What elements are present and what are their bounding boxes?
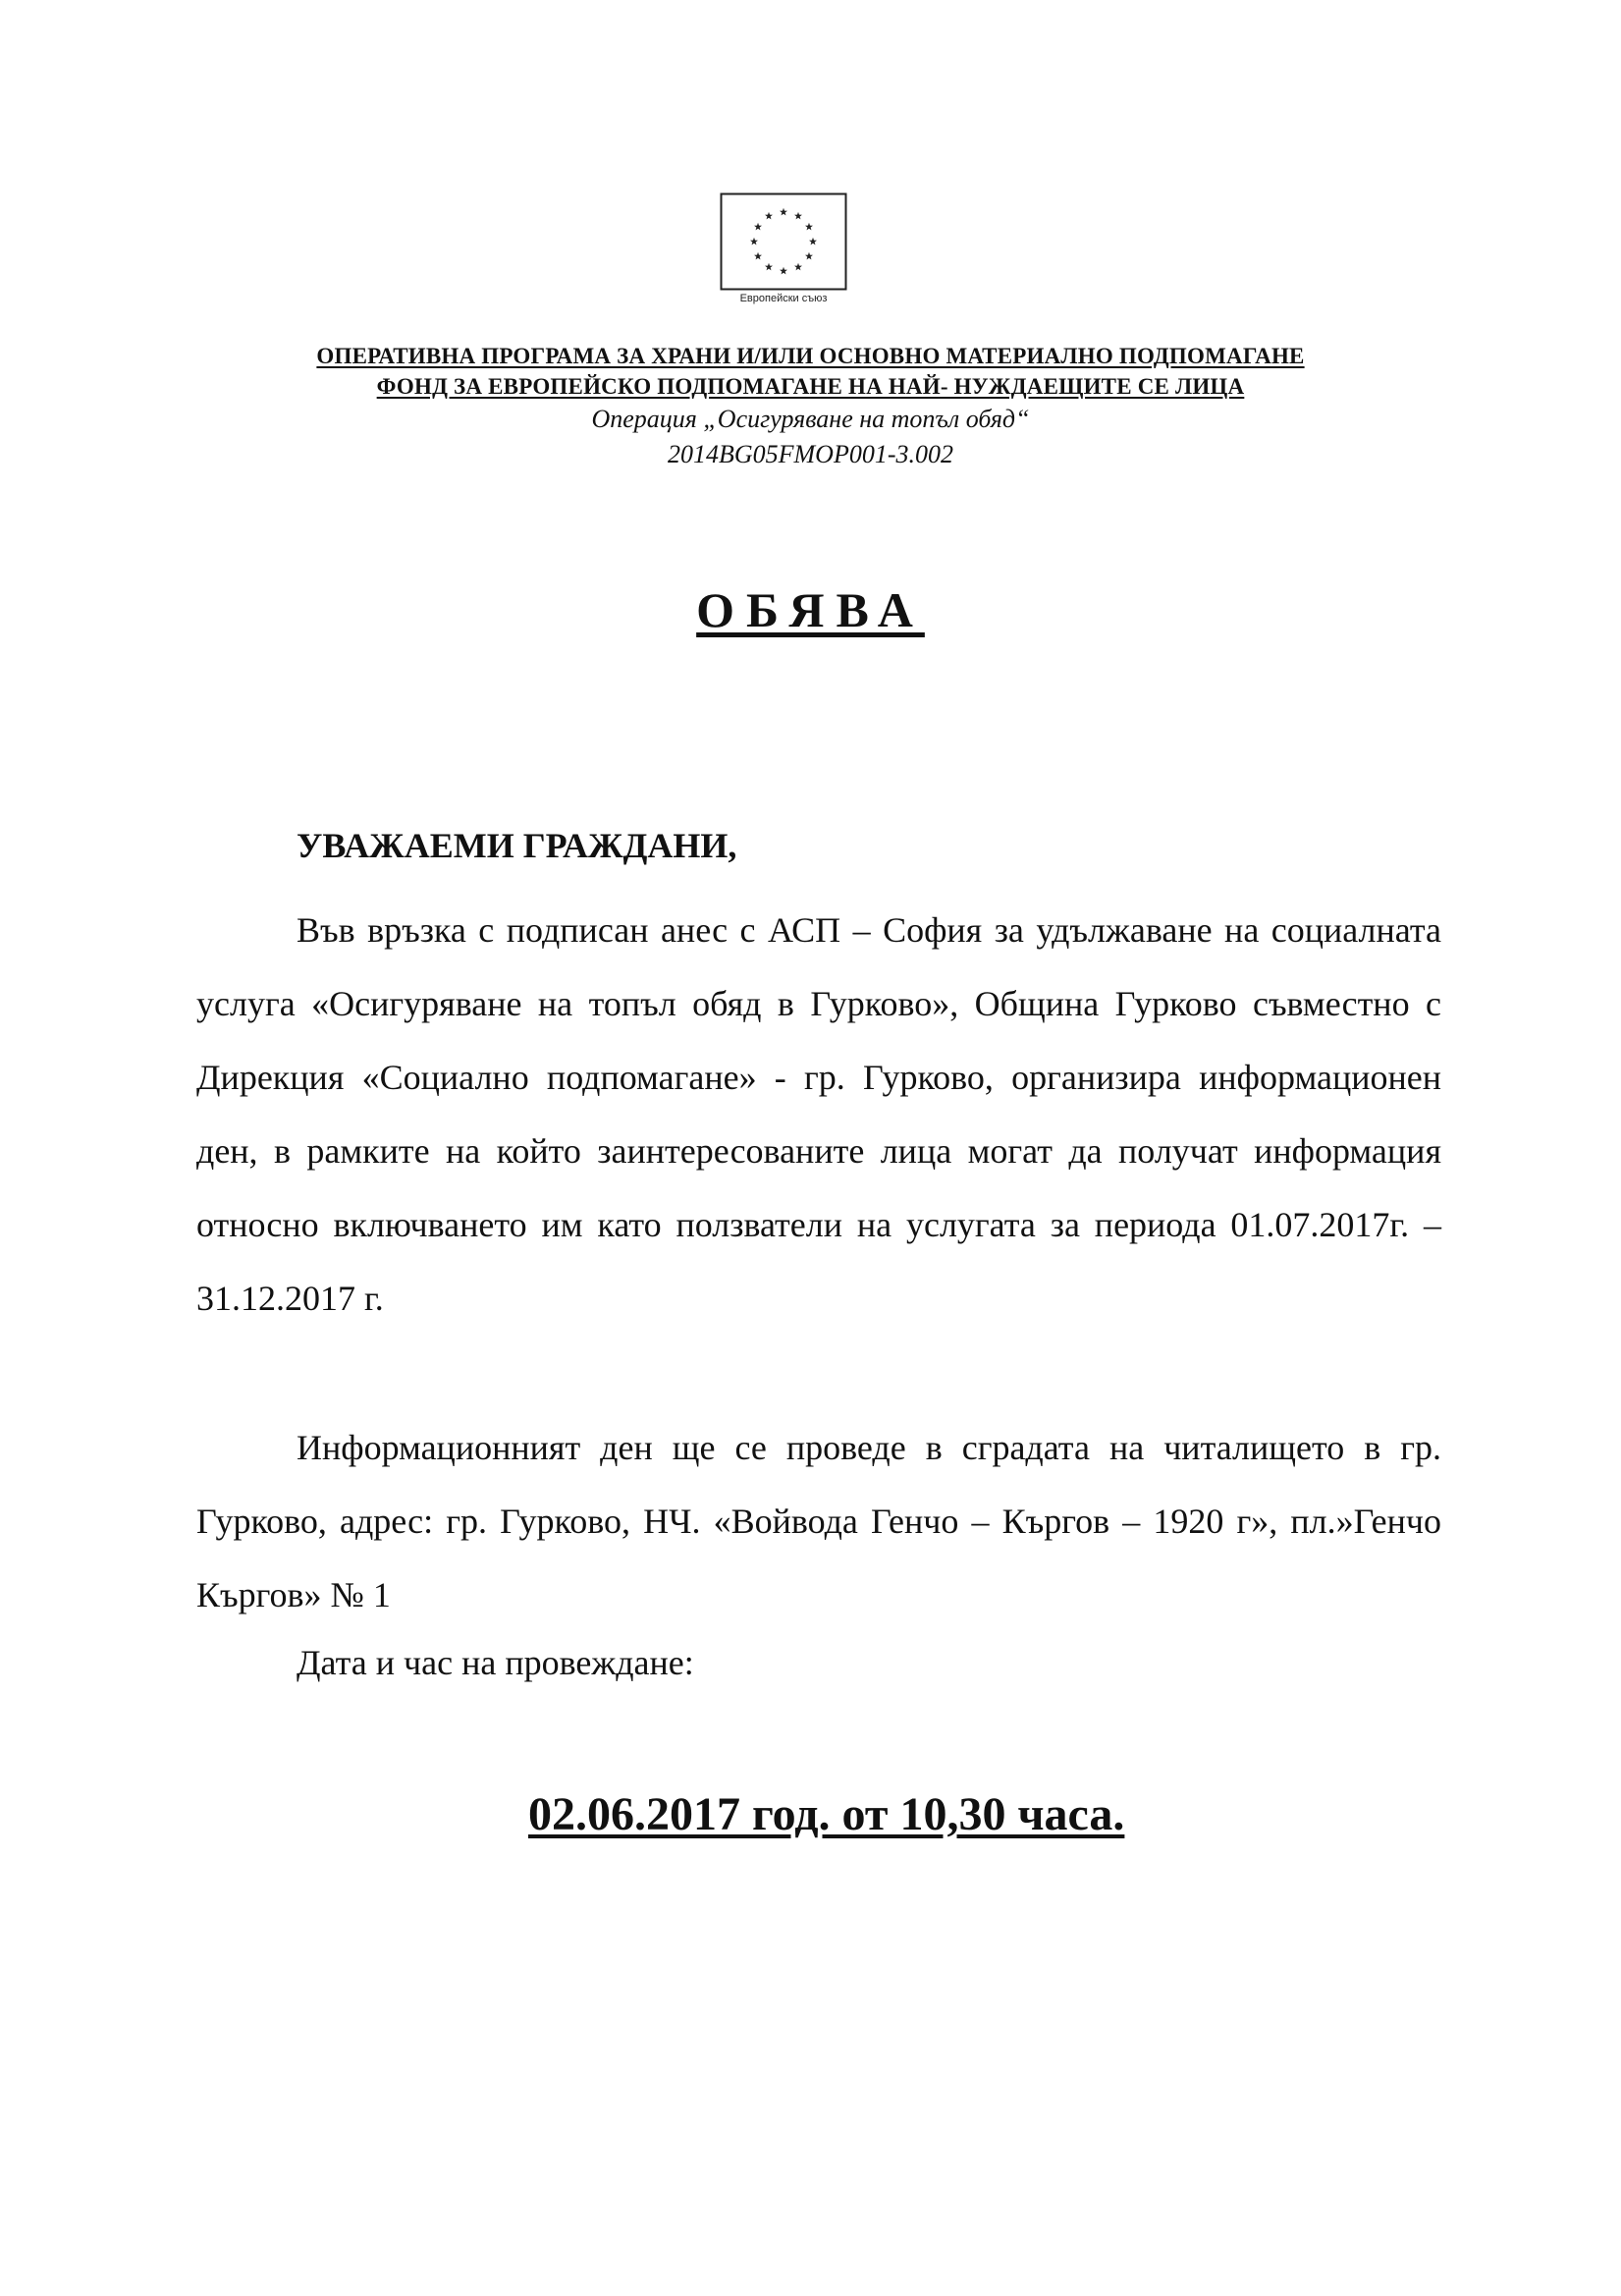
eu-logo-caption: Европейски съюз [739, 293, 828, 304]
paragraph-announcement: Във връзка с подписан анес с АСП – София за удължаване на социалната услуга «Осигуряване на топъл обяд в Гурково», Община Гурково съвместно с Дирекция «Социално подпомагане» - гр. Гурково, организира информационен ден, в рамките на който заинтересованите лица могат да получат информация относно включването им като ползватели на услугата за периода 01.07.2017г. – 31.12.2017 г. [196, 910, 1441, 1318]
greeting: УВАЖАЕМИ ГРАЖДАНИ, [297, 826, 737, 865]
date-label: Дата и час на провеждане: [297, 1643, 694, 1682]
event-datetime: 02.06.2017 год. от 10,30 часа. [528, 1788, 1125, 1840]
eu-flag-icon [720, 192, 847, 291]
document-title: ОБЯВА [696, 582, 925, 637]
operation-code: 2014BG05FMOP001-3.002 [667, 440, 953, 468]
program-title-line1: ОПЕРАТИВНА ПРОГРАМА ЗА ХРАНИ И/ИЛИ ОСНОВНО МАТЕРИАЛНО ПОДПОМАГАНЕ [316, 344, 1305, 368]
paragraph-location: Информационният ден ще се проведе в сградата на читалището в гр. Гурково, адрес: гр. Гурково, НЧ. «Войвода Генчо – Къргов – 1920 г», пл.»Генчо Къргов» № 1 [196, 1428, 1441, 1614]
program-title-line2: ФОНД ЗА ЕВРОПЕЙСКО ПОДПОМАГАНЕ НА НАЙ- НУЖДАЕЩИТЕ СЕ ЛИЦА [376, 374, 1245, 399]
operation-name: Операция „Осигуряване на топъл обяд“ [591, 405, 1030, 433]
